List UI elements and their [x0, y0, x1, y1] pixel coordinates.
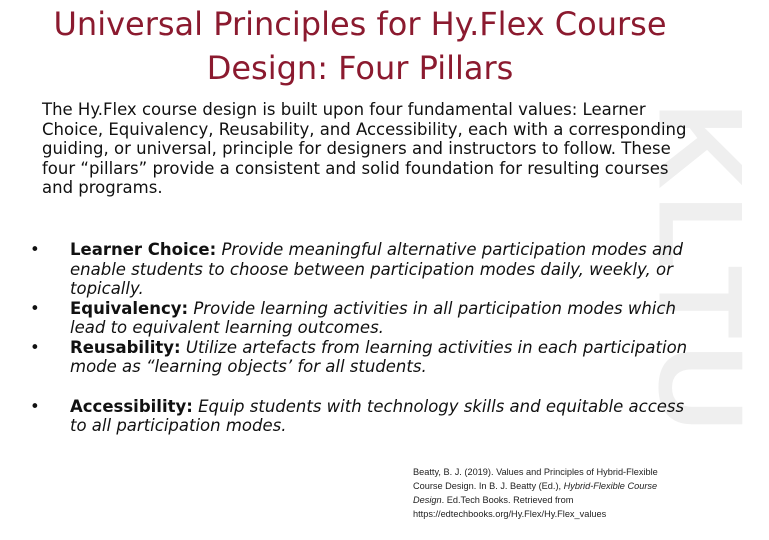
bullet-icon: •: [30, 240, 40, 259]
pillar-reusability: [30, 338, 692, 377]
pillar-term: Accessibility:: [70, 396, 193, 416]
title-line-1: Universal Principles for Hy.Flex Course: [53, 5, 667, 43]
slide-title: [20, 2, 700, 90]
pillar-description: Equip students with technology skills and equitable access to all participation modes.: [70, 396, 685, 435]
citation-part-1: Beatty, B. J. (2019). Values and Principles of Hybrid-Flexible Course Design. In B. J. Beatty (Ed.),: [413, 467, 658, 491]
pillar-description: Provide meaningful alternative participation modes and enable students to choose between participation modes daily, weekly, or topically.: [70, 240, 683, 298]
citation: [413, 465, 688, 521]
pillar-learner-choice: [30, 240, 692, 299]
pillar-equivalency: [30, 299, 692, 338]
citation-part-2: . Ed.Tech Books. Retrieved from https://edtechbooks.org/Hy.Flex/Hy.Flex_values: [413, 495, 607, 519]
pillar-accessibility: [30, 397, 692, 436]
pillars-list: [30, 240, 692, 436]
pillar-description: Utilize artefacts from learning activities in each participation mode as “learning objects’ for all students.: [70, 337, 688, 376]
bullet-icon: •: [30, 298, 40, 318]
pillar-term: Reusability:: [70, 337, 181, 357]
intro-paragraph: The Hy.Flex course design is built upon four fundamental values: Learner Choice, Equivalency, Reusability, and Accessibility, each with a corresponding guiding, or universal, principle for designers and instructors to follow. These four “pillars” provide a consistent and solid foundation for resulting courses and programs.: [42, 100, 687, 197]
pillar-term: Equivalency:: [70, 298, 189, 318]
citation-book-title: Hybrid-Flexible Course Design: [413, 481, 658, 505]
bullet-icon: •: [30, 396, 40, 416]
title-line-2: Design: Four Pillars: [206, 49, 514, 87]
pillar-description: Provide learning activities in all participation modes which lead to equivalent learning outcomes.: [70, 298, 676, 337]
pillar-term: Learner Choice:: [70, 240, 217, 259]
watermark-text: KLTU: [633, 102, 768, 438]
bullet-icon: •: [30, 337, 40, 357]
